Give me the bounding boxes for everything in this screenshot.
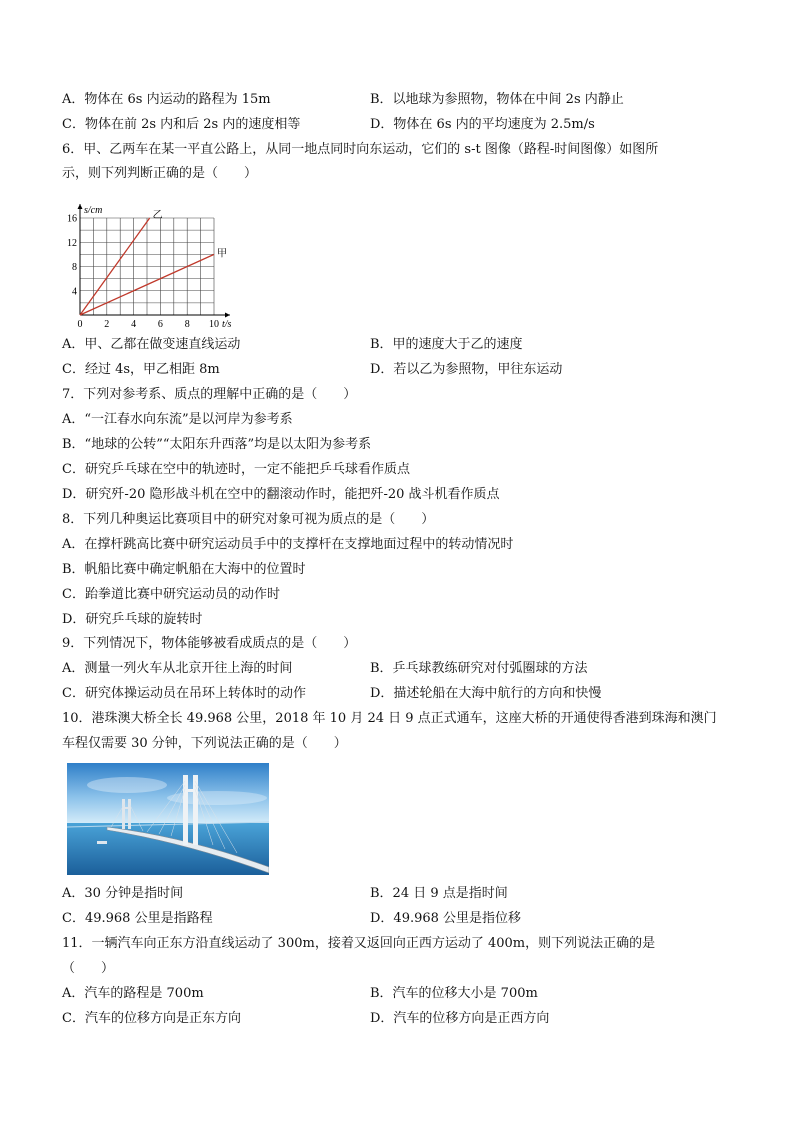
q6-stem-line2: 示，则下列判断正确的是（ ） [62, 166, 258, 181]
x-tick-label: 8 [184, 319, 190, 330]
q11-option-d: D．汽车的位移方向是正西方向 [370, 1011, 550, 1026]
q9-option-d: D．描述轮船在大海中航行的方向和快慢 [370, 686, 602, 701]
q8-option-a: A．在撑杆跳高比赛中研究运动员手中的支撑杆在支撑地面过程中的转动情况时 [62, 537, 514, 552]
q5-option-a: A．物体在 6s 内运动的路程为 15m [62, 92, 271, 107]
q8-option-d: D．研究乒乓球的旋转时 [62, 612, 203, 627]
q8-option-c: C．跆拳道比赛中研究运动员的动作时 [62, 587, 280, 602]
st-graph [58, 200, 238, 330]
y-tick-label: 8 [72, 262, 77, 273]
q6-stem-line1: 6．甲、乙两车在某一平直公路上，从同一地点同时向东运动，它们的 s-t 图像（路程-时间图像）如图所 [62, 142, 659, 157]
x-tick-label: 6 [157, 319, 163, 330]
y-axis-arrow [78, 204, 83, 209]
q11-stem-line2: （ ） [62, 961, 115, 976]
q5-option-c: C．物体在前 2s 内和后 2s 内的速度相等 [62, 117, 301, 132]
q11-option-c: C．汽车的位移方向是正东方向 [62, 1011, 241, 1026]
q9-option-c: C．研究体操运动员在吊环上转体时的动作 [62, 686, 306, 701]
q5-option-b: B．以地球为参照物，物体在中间 2s 内静止 [370, 92, 624, 107]
q9-option-a: A．测量一列火车从北京开往上海的时间 [62, 661, 293, 676]
q10-option-a: A．30 分钟是指时间 [62, 886, 184, 901]
q9-option-b: B．乒乓球教练研究对付弧圈球的方法 [370, 661, 588, 676]
y-tick-label: 12 [67, 237, 77, 249]
q7-stem: 7．下列对参考系、质点的理解中正确的是（ ） [62, 387, 357, 402]
x-axis-arrow [225, 313, 230, 318]
series-label: 甲 [217, 248, 227, 260]
q7-option-c: C．研究乒乓球在空中的轨迹时，一定不能把乒乓球看作质点 [62, 462, 410, 477]
q6-option-b: B．甲的速度大于乙的速度 [370, 337, 523, 352]
q5-option-d: D．物体在 6s 内的平均速度为 2.5m/s [370, 117, 595, 132]
q11-option-a: A．汽车的路程是 700m [62, 986, 204, 1001]
series-label: 乙 [152, 210, 163, 221]
q11-option-b: B．汽车的位移大小是 700m [370, 986, 538, 1001]
q8-stem: 8．下列几种奥运比赛项目中的研究对象可视为质点的是（ ） [62, 512, 435, 527]
bridge-photo [67, 763, 269, 875]
q7-option-b: B．“地球的公转”“太阳东升西落”均是以太阳为参考系 [62, 437, 372, 452]
q10-option-b: B．24 日 9 点是指时间 [370, 886, 508, 901]
x-axis-label: t/s [222, 319, 232, 330]
q6-option-c: C．经过 4s，甲乙相距 8m [62, 362, 220, 377]
y-axis-label: s/cm [84, 205, 103, 216]
x-tick-label: 4 [131, 319, 137, 330]
q11-stem-line1: 11．一辆汽车向正东方沿直线运动了 300m，接着又返回向正西方运动了 400m，则下列说法正确的是 [62, 936, 656, 951]
q10-stem-line1: 10．港珠澳大桥全长 49.968 公里，2018 年 10 月 24 日 9 点正式通车，这座大桥的开通使得香港到珠海和澳门 [62, 711, 717, 726]
q10-option-c: C．49.968 公里是指路程 [62, 911, 213, 926]
x-tick-label: 0 [77, 319, 83, 330]
q7-option-a: A．“一江春水向东流”是以河岸为参考系 [62, 412, 293, 427]
x-tick-label: 2 [104, 319, 110, 330]
y-tick-label: 16 [67, 213, 77, 225]
q8-option-b: B．帆船比赛中确定帆船在大海中的位置时 [62, 562, 306, 577]
q6-option-a: A．甲、乙都在做变速直线运动 [62, 337, 241, 352]
q9-stem: 9．下列情况下，物体能够被看成质点的是（ ） [62, 636, 357, 651]
y-tick-label: 4 [72, 286, 77, 298]
q10-stem-line2: 车程仅需要 30 分钟，下列说法正确的是（ ） [62, 736, 347, 751]
q7-option-d: D．研究歼-20 隐形战斗机在空中的翻滚动作时，能把歼-20 战斗机看作质点 [62, 487, 500, 502]
x-tick-label: 10 [209, 319, 219, 330]
q10-option-d: D．49.968 公里是指位移 [370, 911, 522, 926]
q6-option-d: D．若以乙为参照物，甲往东运动 [370, 362, 563, 377]
